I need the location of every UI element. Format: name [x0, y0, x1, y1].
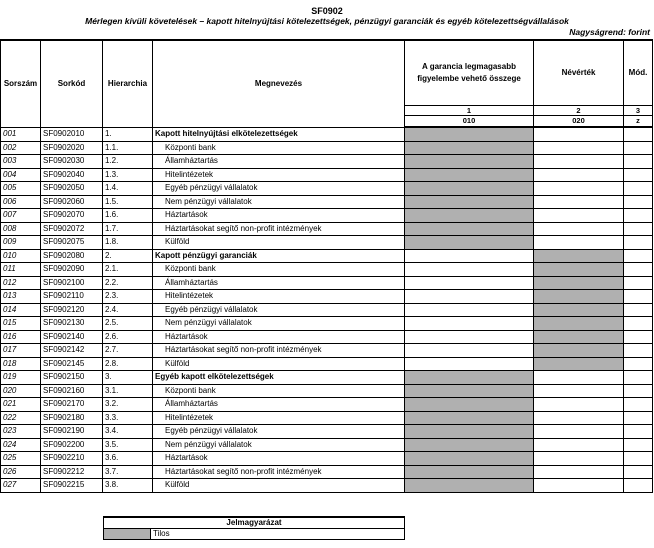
table-row	[1, 438, 653, 452]
row-hierarchia: 2.2.	[103, 276, 153, 290]
table-row	[1, 209, 653, 223]
row-value-020[interactable]	[534, 465, 624, 479]
row-sorkod: SF0902075	[41, 236, 103, 250]
row-hierarchia: 1.5.	[103, 195, 153, 209]
form-subtitle: Mérlegen kívüli követelések – kapott hitelnyújtási kötelezettségek, pénzügyi garanciák és egyéb kötelezettségvállalások	[85, 16, 569, 26]
row-value-010	[405, 452, 534, 466]
row-sorkod: SF0902030	[41, 155, 103, 169]
row-value-mod[interactable]	[624, 263, 653, 277]
row-hierarchia: 2.5.	[103, 317, 153, 331]
row-hierarchia: 2.1.	[103, 263, 153, 277]
row-value-020[interactable]	[534, 411, 624, 425]
row-sorkod: SF0902080	[41, 249, 103, 263]
col-megnevezes: Megnevezés	[153, 40, 405, 127]
row-megnevezes: Egyéb pénzügyi vállalatok	[153, 182, 405, 196]
row-sorkod: SF0902100	[41, 276, 103, 290]
row-value-010[interactable]	[405, 290, 534, 304]
row-megnevezes: Központi bank	[153, 384, 405, 398]
row-value-020[interactable]	[534, 195, 624, 209]
row-value-010	[405, 195, 534, 209]
row-sorkod: SF0902145	[41, 357, 103, 371]
table-row	[1, 222, 653, 236]
row-value-mod[interactable]	[624, 127, 653, 141]
row-value-020[interactable]	[534, 127, 624, 141]
row-value-010[interactable]	[405, 330, 534, 344]
row-value-020	[534, 344, 624, 358]
row-sorkod: SF0902090	[41, 263, 103, 277]
row-sorkod: SF0902040	[41, 168, 103, 182]
row-megnevezes: Egyéb pénzügyi vállalatok	[153, 303, 405, 317]
row-hierarchia: 1.3.	[103, 168, 153, 182]
row-value-mod[interactable]	[624, 384, 653, 398]
row-value-mod[interactable]	[624, 330, 653, 344]
row-sorkod: SF0902020	[41, 141, 103, 155]
row-sorszam: 015	[1, 317, 41, 331]
row-hierarchia: 1.2.	[103, 155, 153, 169]
row-sorszam: 011	[1, 263, 41, 277]
table-row	[1, 452, 653, 466]
row-value-mod[interactable]	[624, 168, 653, 182]
row-value-mod[interactable]	[624, 398, 653, 412]
row-value-010	[405, 384, 534, 398]
table-row	[1, 127, 653, 141]
col-num-1: 1	[405, 106, 534, 116]
row-value-020	[534, 317, 624, 331]
row-sorkod: SF0902142	[41, 344, 103, 358]
col-code-z: z	[624, 116, 653, 128]
row-sorkod: SF0902150	[41, 371, 103, 385]
row-sorszam: 002	[1, 141, 41, 155]
row-sorszam: 012	[1, 276, 41, 290]
row-sorszam: 008	[1, 222, 41, 236]
row-value-010[interactable]	[405, 249, 534, 263]
row-hierarchia: 2.6.	[103, 330, 153, 344]
row-value-010	[405, 182, 534, 196]
row-sorkod: SF0902212	[41, 465, 103, 479]
row-megnevezes: Háztartásokat segítő non-profit intézmények	[153, 344, 405, 358]
data-table	[0, 39, 653, 493]
row-value-010	[405, 398, 534, 412]
row-value-020[interactable]	[534, 425, 624, 439]
row-sorszam: 027	[1, 479, 41, 493]
table-row	[1, 141, 653, 155]
row-sorszam: 009	[1, 236, 41, 250]
row-hierarchia: 1.7.	[103, 222, 153, 236]
col-num-2: 2	[534, 106, 624, 116]
col-nevertek: Névérték	[534, 40, 624, 106]
row-megnevezes: Háztartásokat segítő non-profit intézmények	[153, 465, 405, 479]
table-row	[1, 168, 653, 182]
row-megnevezes: Nem pénzügyi vállalatok	[153, 317, 405, 331]
row-megnevezes: Hitelintézetek	[153, 168, 405, 182]
row-value-mod[interactable]	[624, 465, 653, 479]
row-sorszam: 004	[1, 168, 41, 182]
row-sorszam: 013	[1, 290, 41, 304]
row-hierarchia: 2.8.	[103, 357, 153, 371]
table-row	[1, 357, 653, 371]
table-row	[1, 425, 653, 439]
row-megnevezes: Külföld	[153, 479, 405, 493]
row-value-020[interactable]	[534, 155, 624, 169]
row-value-010	[405, 425, 534, 439]
row-value-020	[534, 290, 624, 304]
row-value-020[interactable]	[534, 384, 624, 398]
row-value-mod[interactable]	[624, 357, 653, 371]
row-megnevezes: Külföld	[153, 357, 405, 371]
row-sorkod: SF0902120	[41, 303, 103, 317]
row-hierarchia: 3.3.	[103, 411, 153, 425]
row-value-mod[interactable]	[624, 425, 653, 439]
row-sorkod: SF0902160	[41, 384, 103, 398]
row-sorkod: SF0902060	[41, 195, 103, 209]
row-megnevezes: Államháztartás	[153, 398, 405, 412]
legend-tilos-label: Tilos	[151, 529, 405, 540]
row-megnevezes: Háztartásokat segítő non-profit intézmények	[153, 222, 405, 236]
row-value-010	[405, 222, 534, 236]
col-num-3: 3	[624, 106, 653, 116]
row-hierarchia: 3.2.	[103, 398, 153, 412]
row-value-010	[405, 155, 534, 169]
row-hierarchia: 3.6.	[103, 452, 153, 466]
table-row	[1, 411, 653, 425]
row-value-mod[interactable]	[624, 344, 653, 358]
row-value-010	[405, 209, 534, 223]
row-megnevezes: Központi bank	[153, 141, 405, 155]
row-value-mod[interactable]	[624, 155, 653, 169]
row-value-020[interactable]	[534, 236, 624, 250]
row-megnevezes: Egyéb kapott elkötelezettségek	[153, 371, 405, 385]
row-sorszam: 017	[1, 344, 41, 358]
row-sorkod: SF0902070	[41, 209, 103, 223]
row-value-010	[405, 465, 534, 479]
row-sorkod: SF0902110	[41, 290, 103, 304]
row-value-020	[534, 303, 624, 317]
row-value-010	[405, 127, 534, 141]
row-value-mod[interactable]	[624, 249, 653, 263]
col-code-020: 020	[534, 116, 624, 128]
row-value-020	[534, 276, 624, 290]
table-row	[1, 330, 653, 344]
row-value-010	[405, 168, 534, 182]
table-row	[1, 155, 653, 169]
row-sorszam: 016	[1, 330, 41, 344]
row-value-mod[interactable]	[624, 452, 653, 466]
row-value-010	[405, 479, 534, 493]
row-sorkod: SF0902180	[41, 411, 103, 425]
table-row	[1, 479, 653, 493]
row-value-020	[534, 330, 624, 344]
row-hierarchia: 3.5.	[103, 438, 153, 452]
row-value-020	[534, 263, 624, 277]
col-code-010: 010	[405, 116, 534, 128]
row-value-010	[405, 371, 534, 385]
row-value-010[interactable]	[405, 317, 534, 331]
table-row	[1, 290, 653, 304]
row-value-mod[interactable]	[624, 438, 653, 452]
table-row	[1, 371, 653, 385]
row-sorkod: SF0902010	[41, 127, 103, 141]
row-megnevezes: Hitelintézetek	[153, 411, 405, 425]
row-hierarchia: 2.4.	[103, 303, 153, 317]
row-value-mod[interactable]	[624, 236, 653, 250]
row-hierarchia: 3.7.	[103, 465, 153, 479]
row-hierarchia: 1.4.	[103, 182, 153, 196]
row-sorszam: 024	[1, 438, 41, 452]
row-sorszam: 026	[1, 465, 41, 479]
col-sorszam: Sorszám	[1, 40, 41, 127]
row-sorszam: 010	[1, 249, 41, 263]
table-row	[1, 249, 653, 263]
table-row	[1, 182, 653, 196]
legend	[103, 516, 405, 540]
row-value-020[interactable]	[534, 479, 624, 493]
row-sorszam: 022	[1, 411, 41, 425]
row-sorkod: SF0902210	[41, 452, 103, 466]
table-row	[1, 384, 653, 398]
row-megnevezes: Háztartások	[153, 452, 405, 466]
row-sorszam: 006	[1, 195, 41, 209]
row-sorszam: 019	[1, 371, 41, 385]
row-value-010	[405, 141, 534, 155]
table-row	[1, 465, 653, 479]
table-row	[1, 303, 653, 317]
row-value-020[interactable]	[534, 209, 624, 223]
col-sorkod: Sorkód	[41, 40, 103, 127]
row-megnevezes: Kapott pénzügyi garanciák	[153, 249, 405, 263]
row-sorszam: 014	[1, 303, 41, 317]
row-sorkod: SF0902130	[41, 317, 103, 331]
row-value-020[interactable]	[534, 182, 624, 196]
row-value-020[interactable]	[534, 438, 624, 452]
row-megnevezes: Államháztartás	[153, 276, 405, 290]
row-sorszam: 023	[1, 425, 41, 439]
row-value-mod[interactable]	[624, 411, 653, 425]
row-value-mod[interactable]	[624, 303, 653, 317]
row-value-mod[interactable]	[624, 209, 653, 223]
row-megnevezes: Államháztartás	[153, 155, 405, 169]
row-sorszam: 007	[1, 209, 41, 223]
col-garancia: A garancia legmagasabb figyelembe vehető összege	[405, 40, 534, 106]
row-sorkod: SF0902140	[41, 330, 103, 344]
table-row	[1, 236, 653, 250]
row-sorkod: SF0902190	[41, 425, 103, 439]
row-value-010[interactable]	[405, 263, 534, 277]
row-value-mod[interactable]	[624, 141, 653, 155]
row-value-010[interactable]	[405, 357, 534, 371]
table-row	[1, 195, 653, 209]
row-megnevezes: Kapott hitelnyújtási elkötelezettségek	[153, 127, 405, 141]
row-value-020[interactable]	[534, 168, 624, 182]
row-value-020	[534, 357, 624, 371]
row-hierarchia: 1.6.	[103, 209, 153, 223]
row-sorszam: 020	[1, 384, 41, 398]
row-value-mod[interactable]	[624, 195, 653, 209]
row-sorkod: SF0902200	[41, 438, 103, 452]
row-value-020[interactable]	[534, 222, 624, 236]
row-value-mod[interactable]	[624, 479, 653, 493]
table-row	[1, 263, 653, 277]
row-megnevezes: Hitelintézetek	[153, 290, 405, 304]
row-value-mod[interactable]	[624, 182, 653, 196]
row-sorkod: SF0902072	[41, 222, 103, 236]
row-value-010	[405, 236, 534, 250]
legend-swatch	[104, 529, 151, 540]
row-hierarchia: 2.7.	[103, 344, 153, 358]
row-sorkod: SF0902215	[41, 479, 103, 493]
row-value-mod[interactable]	[624, 222, 653, 236]
row-megnevezes: Háztartások	[153, 330, 405, 344]
unit-label: Nagyságrend: forint	[569, 27, 650, 37]
row-hierarchia: 1.	[103, 127, 153, 141]
row-hierarchia: 3.1.	[103, 384, 153, 398]
row-megnevezes: Külföld	[153, 236, 405, 250]
table-row	[1, 276, 653, 290]
row-value-010	[405, 411, 534, 425]
row-hierarchia: 1.1.	[103, 141, 153, 155]
row-value-010[interactable]	[405, 344, 534, 358]
row-value-020[interactable]	[534, 452, 624, 466]
row-value-020[interactable]	[534, 141, 624, 155]
row-value-010[interactable]	[405, 276, 534, 290]
row-megnevezes: Nem pénzügyi vállalatok	[153, 195, 405, 209]
row-value-020[interactable]	[534, 398, 624, 412]
row-sorszam: 003	[1, 155, 41, 169]
row-hierarchia: 2.3.	[103, 290, 153, 304]
row-sorszam: 018	[1, 357, 41, 371]
row-hierarchia: 3.4.	[103, 425, 153, 439]
row-value-010	[405, 438, 534, 452]
row-megnevezes: Háztartások	[153, 209, 405, 223]
col-mod: Mód.	[624, 40, 653, 106]
form-code: SF0902	[311, 6, 343, 16]
row-megnevezes: Egyéb pénzügyi vállalatok	[153, 425, 405, 439]
row-sorszam: 001	[1, 127, 41, 141]
row-value-020	[534, 249, 624, 263]
row-hierarchia: 1.8.	[103, 236, 153, 250]
row-megnevezes: Nem pénzügyi vállalatok	[153, 438, 405, 452]
table-row	[1, 317, 653, 331]
col-hierarchia: Hierarchia	[103, 40, 153, 127]
row-sorkod: SF0902050	[41, 182, 103, 196]
row-sorszam: 021	[1, 398, 41, 412]
row-hierarchia: 3.	[103, 371, 153, 385]
table-row	[1, 344, 653, 358]
row-value-mod[interactable]	[624, 276, 653, 290]
row-value-020[interactable]	[534, 371, 624, 385]
row-value-mod[interactable]	[624, 317, 653, 331]
row-value-mod[interactable]	[624, 371, 653, 385]
row-megnevezes: Központi bank	[153, 263, 405, 277]
row-sorszam: 025	[1, 452, 41, 466]
row-value-010[interactable]	[405, 303, 534, 317]
legend-title: Jelmagyarázat	[104, 517, 405, 529]
row-sorszam: 005	[1, 182, 41, 196]
row-sorkod: SF0902170	[41, 398, 103, 412]
row-hierarchia: 3.8.	[103, 479, 153, 493]
row-hierarchia: 2.	[103, 249, 153, 263]
table-row	[1, 398, 653, 412]
row-value-mod[interactable]	[624, 290, 653, 304]
